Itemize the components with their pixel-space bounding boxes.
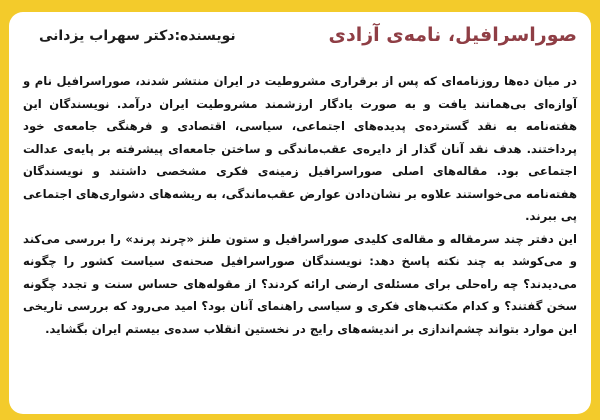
article-header: [9, 12, 591, 60]
article-paragraph: این دفتر چند سرمقاله و مقاله‌ی کلیدی صوراسرافیل و ستون طنز «چرند پرند» را بررسی می‌کند و می‌کوشد به چند نکته پاسخ دهد: نویسندگان صوراسرافیل صحنه‌ی سیاست کشور را چگونه می‌دیدند؟ چه راه‌حلی برای مسئله‌ی ارضی ارائه کردند؟ از مقوله‌های حساس سنت و تجدد چگونه سخن گفتند؟ و کدام مکتب‌های فکری و سیاسی راهنمای آنان بود؟ امید می‌رود که بررسی تاریخی این موارد بتواند چشم‌اندازی بر اندیشه‌های رایج در نخستین انقلاب سده‌ی بیستم ایران بگشاید.: [23, 231, 577, 336]
article-title: صوراسرافیل، نامه‌ی آزادی: [328, 24, 577, 46]
article-paragraph: در میان ده‌ها روزنامه‌ای که پس از برقراری مشروطیت در ایران منتشر شدند، صوراسرافیل نام و آوازه‌ای بی‌همانند یافت و به صورت یادگار ارزشمند مشروطیت ایران درآمد. نویسندگان این هفته‌نامه به نقد گسترده‌ی پدیده‌های اجتماعی، سیاسی، اقتصادی و فرهنگی جامعه‌ی خود پرداختند. هدف نقد آنان گذار از دایره‌ی عقب‌ماندگی و ساختن جامعه‌ای پیشرفته بر پایه‌ی عدالت اجتماعی بود. مقاله‌های اصلی صوراسرافیل زمینه‌ی فکری مشخصی داشتند و نویسندگان هفته‌نامه می‌خواستند علاوه بر نشان‌دادن عوارض عقب‌ماندگی، به ریشه‌های دشواری‌های اجتماعی پی ببرند.: [23, 74, 577, 223]
article-card: [9, 12, 591, 414]
article-body: [23, 70, 577, 340]
article-author: نویسنده:دکتر سهراب یزدانی: [39, 28, 236, 44]
